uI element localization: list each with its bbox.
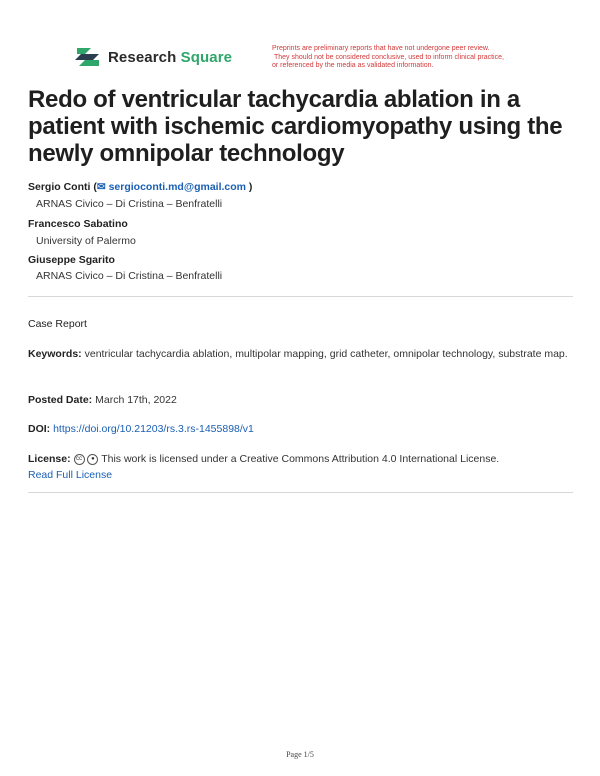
page-number: Page 1/5 [286, 750, 314, 759]
doi-label: DOI: [28, 423, 51, 435]
author-name-text: Sergio Conti [28, 181, 91, 193]
author-name: Giuseppe Sgarito [28, 254, 115, 266]
notice-line: Preprints are preliminary reports that have not undergone peer review. [272, 45, 490, 52]
posted-label: Posted Date: [28, 394, 93, 406]
paper-title: Redo of ventricular tachycardia ablation in a patient with ischemic cardiomyopathy using the newly omnipolar technology [28, 86, 563, 167]
license-label: License: [28, 453, 71, 465]
license-text: This work is licensed under a Creative Commons Attribution 4.0 International License. [101, 453, 500, 465]
research-square-logo-icon [75, 46, 101, 68]
keywords-text: ventricular tachycardia ablation, multipolar mapping, grid catheter, omnipolar technology, substrate map. [84, 348, 568, 360]
posted-date [28, 392, 573, 408]
author-affiliation: ARNAS Civico – Di Cristina – Benfratelli [36, 270, 223, 282]
author-affiliation: ARNAS Civico – Di Cristina – Benfratelli [36, 198, 223, 210]
article-type: Case Report [28, 318, 87, 330]
notice-line: They should not be considered conclusive, used to inform clinical practice, [274, 53, 504, 61]
cc-icon: cc [74, 454, 85, 465]
posted-date-value: March 17th, 2022 [95, 394, 177, 406]
author-name: Sergio Conti (✉ sergioconti.md@gmail.com ) [28, 181, 253, 193]
read-full-license-link[interactable]: Read Full License [28, 469, 113, 481]
license [28, 451, 573, 483]
author-email-link[interactable]: sergioconti.md@gmail.com [108, 181, 247, 193]
research-square-logo[interactable] [75, 46, 232, 68]
preprint-notice [272, 45, 542, 71]
brand-name-accent: Square [180, 48, 233, 66]
attribution-icon: ● [87, 454, 98, 465]
author-affiliation: University of Palermo [36, 235, 136, 247]
brand-name: Research [108, 48, 177, 66]
notice-line: or referenced by the media as validated information. [272, 62, 434, 69]
divider [28, 296, 573, 297]
email-icon: ✉ [96, 181, 106, 193]
doi [28, 421, 573, 437]
keywords [28, 346, 573, 362]
doi-link[interactable]: https://doi.org/10.21203/rs.3.rs-1455898/v1 [53, 423, 254, 435]
divider [28, 492, 573, 493]
keywords-label: Keywords: [28, 348, 82, 360]
author-name: Francesco Sabatino [28, 218, 128, 230]
